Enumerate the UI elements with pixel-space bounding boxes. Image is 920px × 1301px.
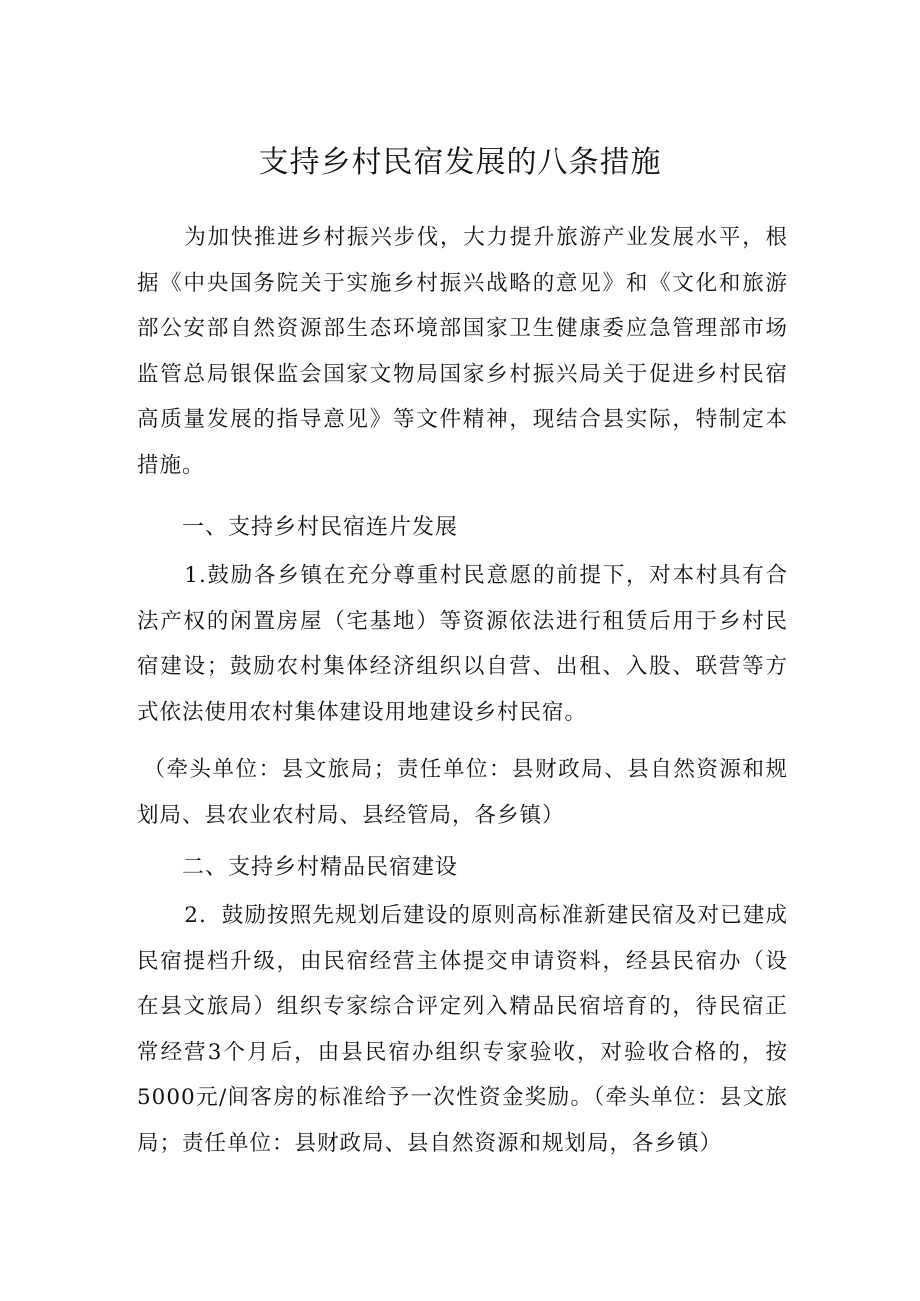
intro-paragraph: 为加快推进乡村振兴步伐，大力提升旅游产业发展水平，根据《中央国务院关于实施乡村振兴战略的意见》和《文化和旅游部公安部自然资源部生态环境部国家卫生健康委应急管理部市场监管总局银保监会国家文物局国家乡村振兴局关于促进乡村民宿高质量发展的指导意见》等文件精神，现结合县实际，特制定本措施。 xyxy=(137,225,788,478)
measure-1-paragraph: 1.鼓励各乡镇在充分尊重村民意愿的前提下，对本村具有合法产权的闲置房屋（宅基地）等资源依法进行租赁后用于乡村民宿建设；鼓励农村集体经济组织以自营、出租、入股、联营等方式依法使用农村集体建设用地建设乡村民宿。 xyxy=(137,563,788,725)
measure-1-responsible-units: （牵头单位：县文旅局；责任单位：县财政局、县自然资源和规划局、县农业农村局、县经管局，各乡镇） xyxy=(137,757,788,828)
document-title: 支持乡村民宿发展的八条措施 xyxy=(258,145,662,180)
section-heading-1: 一、支持乡村民宿连片发展 xyxy=(182,515,459,540)
section-heading-2: 二、支持乡村精品民宿建设 xyxy=(182,855,459,880)
measure-2-paragraph: 2．鼓励按照先规划后建设的原则高标准新建民宿及对已建成民宿提档升级，由民宿经营主体提交申请资料，经县民宿办（设在县文旅局）组织专家综合评定列入精品民宿培育的，待民宿正常经营3个月后，由县民宿办组织专家验收，对验收合格的，按5000元/间客房的标准给予一次性资金奖励。（牵头单位：县文旅局；责任单位：县财政局、县自然资源和规划局，各乡镇） xyxy=(137,903,788,1156)
